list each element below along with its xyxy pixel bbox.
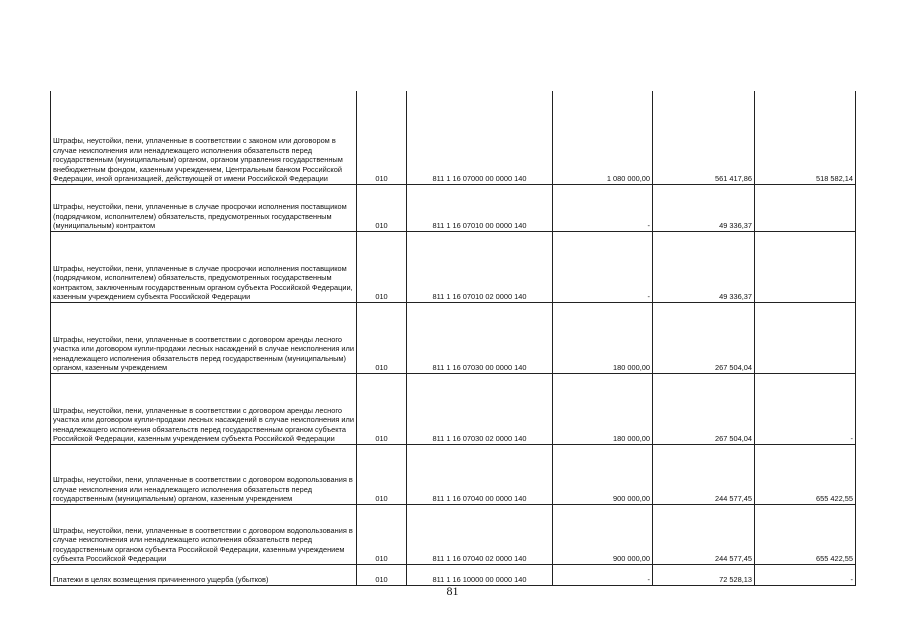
table-row (51, 303, 856, 374)
row-budget-code: 811 1 16 10000 00 0000 140 (407, 565, 553, 586)
row-budget-code: 811 1 16 07040 02 0000 140 (407, 505, 553, 565)
row-rest: 655 422,55 (755, 445, 856, 505)
row-description: Штрафы, неустойки, пени, уплаченные в случае просрочки исполнения поставщиком (подрядчиком, исполнителем) обязательств, предусмотренных государственным (муниципальным) контрактом (51, 185, 357, 232)
row-plan: 1 080 000,00 (553, 91, 653, 185)
row-plan: 180 000,00 (553, 374, 653, 445)
row-fact: 561 417,86 (653, 91, 755, 185)
table-row (51, 374, 856, 445)
table-row (51, 505, 856, 565)
row-description: Платежи в целях возмещения причиненного ущерба (убытков) (51, 565, 357, 586)
row-rest: 518 582,14 (755, 91, 856, 185)
row-fact: 267 504,04 (653, 303, 755, 374)
row-budget-code: 811 1 16 07040 00 0000 140 (407, 445, 553, 505)
row-line-code: 010 (357, 565, 407, 586)
row-plan: 900 000,00 (553, 505, 653, 565)
row-rest (755, 185, 856, 232)
row-line-code: 010 (357, 91, 407, 185)
row-description: Штрафы, неустойки, пени, уплаченные в случае просрочки исполнения поставщиком (подрядчиком, исполнителем) обязательств, предусмотренных государственным контрактом, заключенным государственным органом субъекта Российской Федерации, казенным учреждением субъекта Российской Федерации (51, 232, 357, 303)
row-budget-code: 811 1 16 07030 00 0000 140 (407, 303, 553, 374)
row-rest: 655 422,55 (755, 505, 856, 565)
row-fact: 244 577,45 (653, 445, 755, 505)
table-row (51, 445, 856, 505)
row-budget-code: 811 1 16 07010 00 0000 140 (407, 185, 553, 232)
row-line-code: 010 (357, 505, 407, 565)
revenue-table (50, 91, 856, 586)
table-row (51, 91, 856, 185)
row-fact: 244 577,45 (653, 505, 755, 565)
row-budget-code: 811 1 16 07000 00 0000 140 (407, 91, 553, 185)
row-description: Штрафы, неустойки, пени, уплаченные в соответствии с законом или договором в случае неисполнения или ненадлежащего исполнения обязательств перед государственным (муниципальным) органом, органом управления государственным внебюджетным фондом, казенным учреждением, Центральным банком Российской Федерации, иной организацией, действующей от имени Российской Федерации (51, 91, 357, 185)
table-row (51, 565, 856, 586)
row-fact: 72 528,13 (653, 565, 755, 586)
row-line-code: 010 (357, 303, 407, 374)
row-line-code: 010 (357, 445, 407, 505)
page-number: 81 (446, 584, 459, 598)
row-line-code: 010 (357, 232, 407, 303)
row-description: Штрафы, неустойки, пени, уплаченные в соответствии с договором аренды лесного участка или договором купли-продажи лесных насаждений в случае неисполнения или ненадлежащего исполнения обязательств перед государственным (муниципальным) органом, казенным учреждением (51, 303, 357, 374)
row-rest (755, 303, 856, 374)
row-description: Штрафы, неустойки, пени, уплаченные в соответствии с договором аренды лесного участка или договором купли-продажи лесных насаждений в случае неисполнения или ненадлежащего исполнения обязательств перед государственным органом субъекта Российской Федерации, казенным учреждением субъекта Российской Федерации (51, 374, 357, 445)
row-description: Штрафы, неустойки, пени, уплаченные в соответствии с договором водопользования в случае неисполнения или ненадлежащего исполнения обязательств перед государственным (муниципальным) органом, казенным учреждением (51, 445, 357, 505)
row-line-code: 010 (357, 374, 407, 445)
row-plan: - (553, 565, 653, 586)
row-fact: 49 336,37 (653, 232, 755, 303)
row-plan: 900 000,00 (553, 445, 653, 505)
row-plan: 180 000,00 (553, 303, 653, 374)
table-row (51, 232, 856, 303)
row-plan: - (553, 185, 653, 232)
row-fact: 49 336,37 (653, 185, 755, 232)
table-row (51, 185, 856, 232)
row-description: Штрафы, неустойки, пени, уплаченные в соответствии с договором водопользования в случае неисполнения или ненадлежащего исполнения обязательств перед государственным органом субъекта Российской Федерации, казенным учреждением субъекта Российской Федерации (51, 505, 357, 565)
row-line-code: 010 (357, 185, 407, 232)
row-fact: 267 504,04 (653, 374, 755, 445)
row-plan: - (553, 232, 653, 303)
row-budget-code: 811 1 16 07010 02 0000 140 (407, 232, 553, 303)
row-rest: - (755, 374, 856, 445)
row-rest (755, 232, 856, 303)
row-budget-code: 811 1 16 07030 02 0000 140 (407, 374, 553, 445)
row-rest: - (755, 565, 856, 586)
